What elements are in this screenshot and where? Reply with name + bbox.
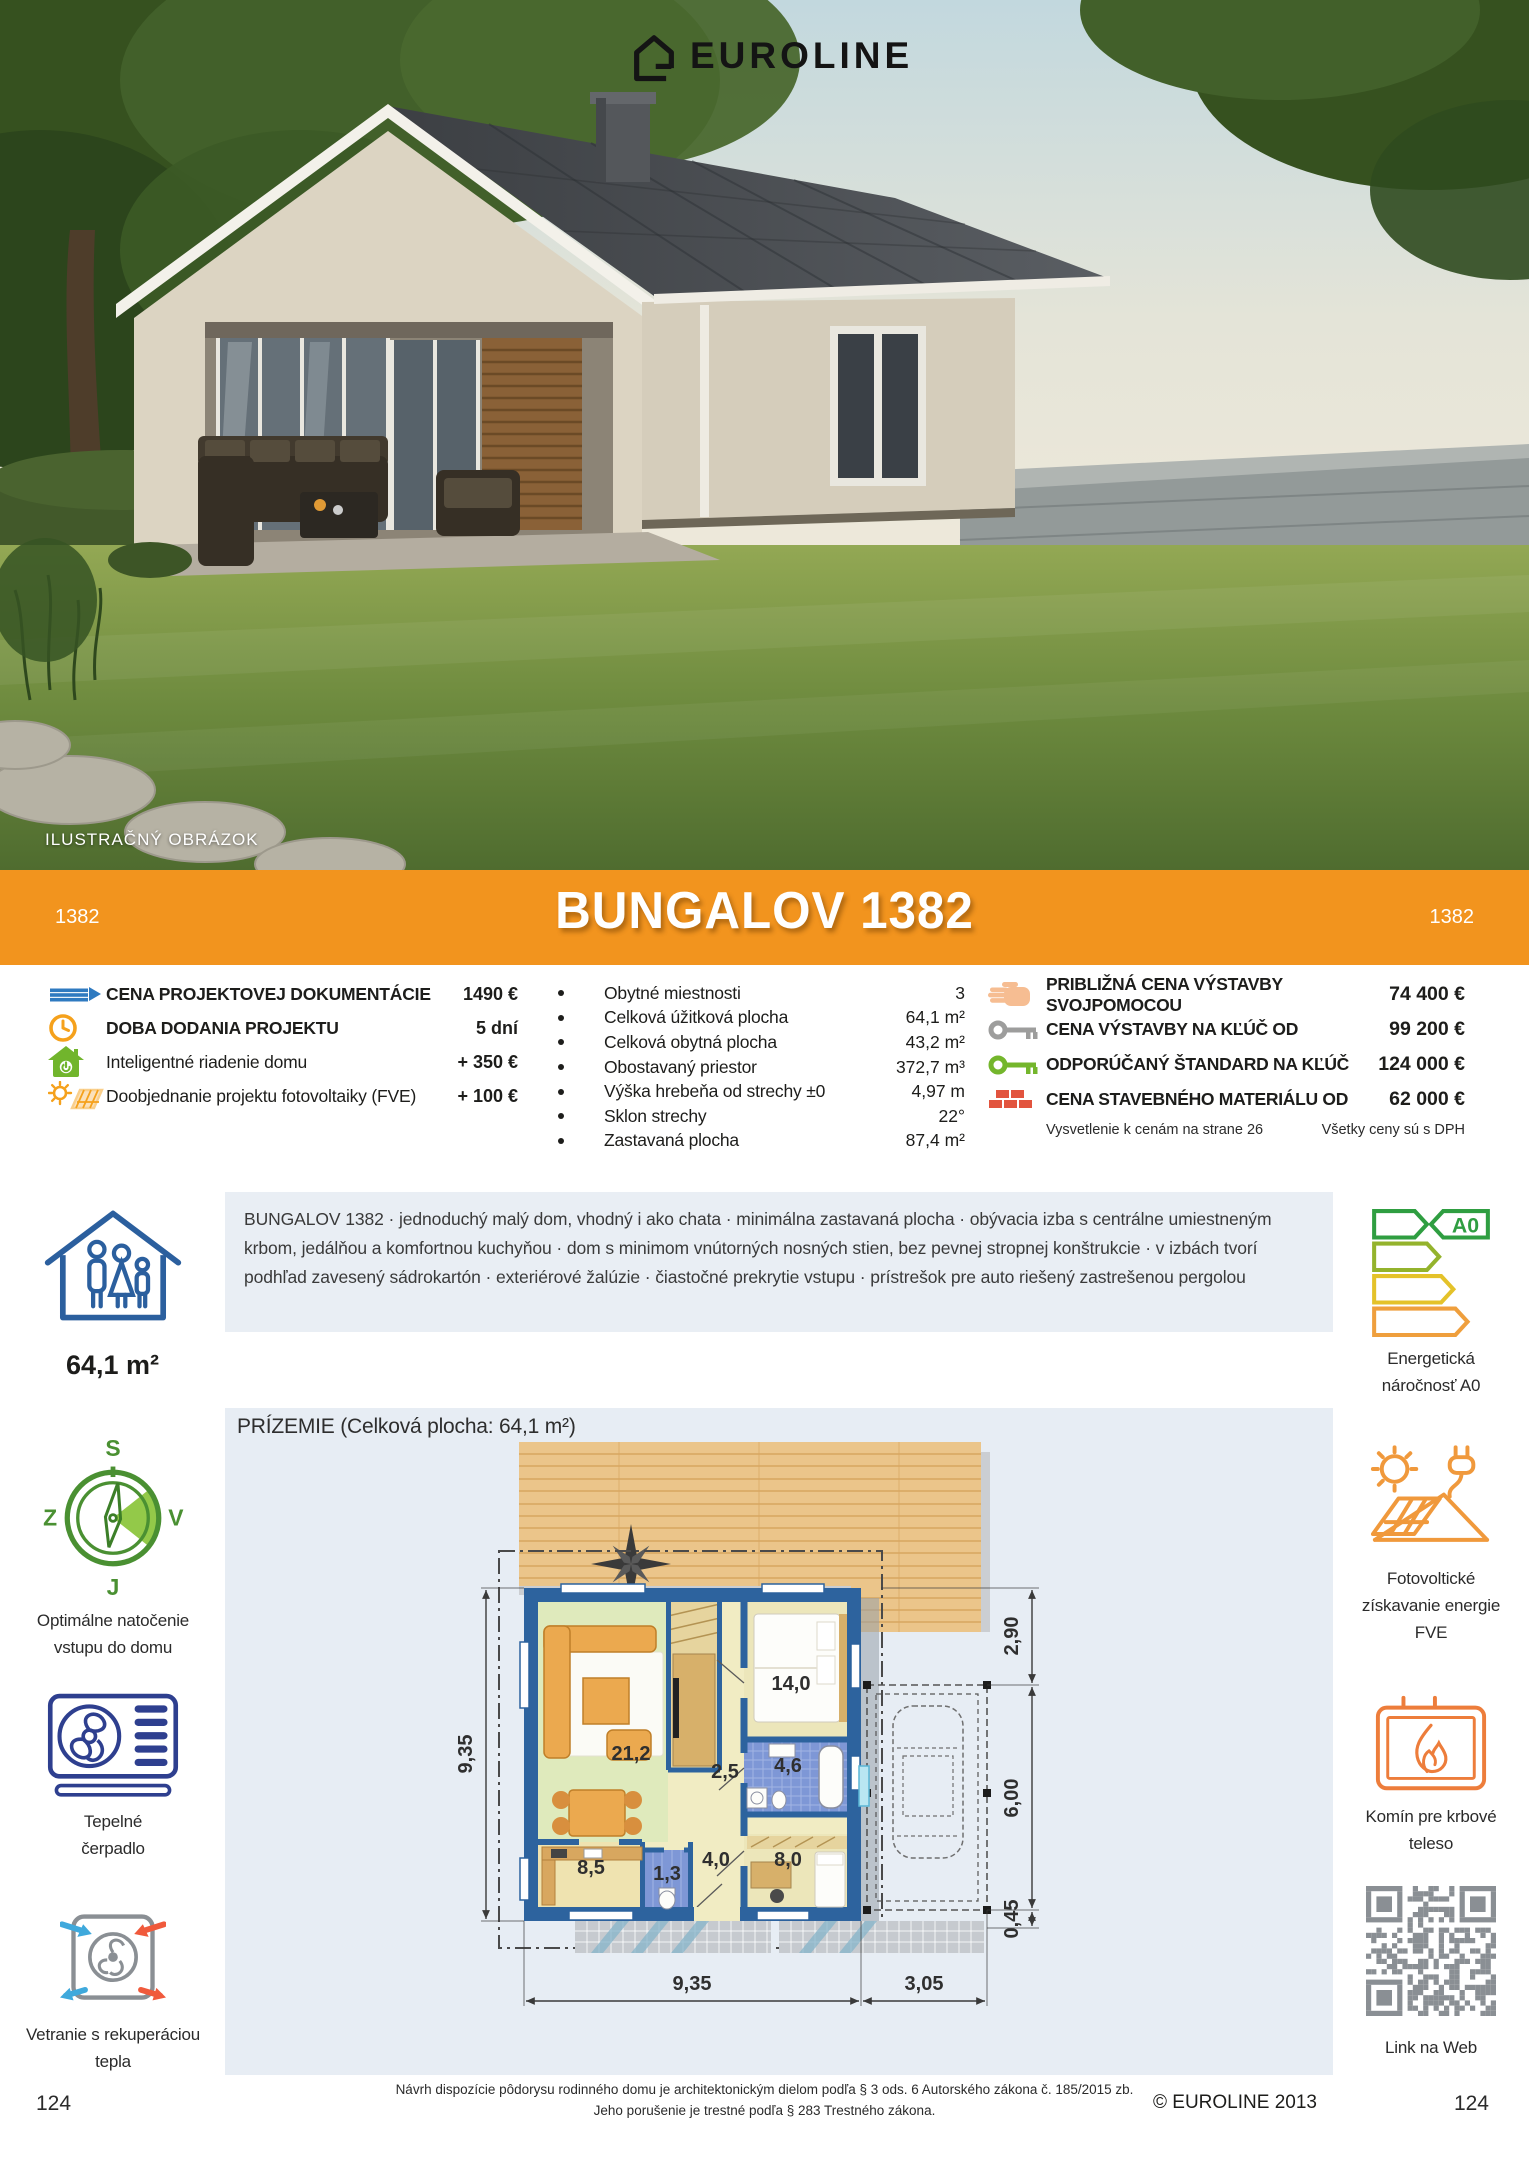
feature-compass	[0, 1437, 225, 1661]
bullet-icon	[558, 1064, 564, 1070]
model-code-right: 1382	[1429, 906, 1474, 928]
house-description: BUNGALOV 1382 · jednoduchý malý dom, vhodný i ako chata · minimálna zastavaná plocha · obývacia izba s centrálne umiestneným krbom, jedálňou a komfortnou kuchyňou · dom s minimom vnútorných nosných stien, bez pevnej stropnej konštrukcie · v izbách tvorí podhľad zavesený sádrokartón · exteriérové žalúzie · čiastočné prekrytie vstupu · prístrešok pre auto riešený zastrešenou pergolou	[225, 1192, 1333, 1332]
order-info-row	[48, 977, 518, 1011]
dim-bottom: 9,35	[672, 1973, 712, 1995]
dim-right-bottom: 0,45	[1001, 1899, 1023, 1939]
right-wall	[642, 298, 1015, 520]
compass-west: Z	[42, 1504, 57, 1531]
project-order-info	[48, 977, 518, 1113]
spec-value: 4,97 m	[911, 1081, 965, 1102]
build-price-row	[988, 1082, 1465, 1117]
order-info-row	[48, 1079, 518, 1113]
spec-label: Sklon strechy	[604, 1105, 707, 1126]
spec-value: 22°	[938, 1105, 965, 1126]
build-price-row	[988, 973, 1465, 1015]
dim-right-middle: 6,00	[1001, 1778, 1023, 1818]
footer-legal-line2: Jeho porušenie je trestné podľa § 283 Trestného zákona.	[593, 2103, 936, 2118]
spec-row	[558, 1129, 965, 1154]
page-number-right: 124	[1453, 2092, 1489, 2115]
spec-row	[558, 1055, 965, 1080]
build-price-row	[988, 1012, 1465, 1047]
house-photo-illustration	[0, 0, 1529, 870]
room-label-living: 21,2	[611, 1743, 651, 1765]
hand-icon	[988, 980, 1046, 1010]
bullet-icon	[558, 990, 564, 996]
spec-row	[558, 1104, 965, 1129]
feature-heatpump	[0, 1692, 225, 1862]
order-info-label: DOBA DODANIA PROJEKTU	[106, 1017, 339, 1038]
build-price-row	[988, 1047, 1465, 1082]
pencil-icon	[48, 985, 106, 1003]
compass-south: J	[106, 1574, 119, 1599]
compass-east: V	[167, 1504, 184, 1531]
spec-value: 87,4 m²	[905, 1130, 965, 1151]
title-banner	[0, 870, 1529, 965]
compass-icon	[38, 1437, 188, 1599]
usable-area-value: 64,1 m²	[65, 1350, 160, 1380]
room-label-kitchen: 8,5	[577, 1857, 605, 1879]
spec-row	[558, 1006, 965, 1031]
order-info-label: CENA PROJEKTOVEJ DOKUMENTÁCIE	[106, 983, 431, 1004]
photovoltaic-icon	[1367, 1443, 1495, 1557]
heatpump-label: Tepelné čerpadlo	[81, 1812, 145, 1858]
euroline-house-icon	[628, 30, 680, 82]
ventilation-label: Vetranie s rekuperáciou tepla	[25, 2025, 200, 2071]
build-price-label: CENA VÝSTAVBY NA KĽÚČ OD	[1046, 1019, 1299, 1039]
photovoltaic-label: Fotovoltické získavanie energie FVE	[1361, 1569, 1501, 1642]
spec-label: Celková úžitková plocha	[604, 1007, 789, 1028]
build-price-value: 124 000 €	[1378, 1053, 1465, 1075]
floorplan-heading: PRÍZEMIE (Celková plocha: 64,1 m²)	[237, 1415, 576, 1438]
feature-qr	[1333, 1880, 1529, 2061]
dim-bottom-right: 3,05	[904, 1973, 944, 1995]
house-specs-list	[558, 981, 965, 1153]
order-info-row	[48, 1045, 518, 1079]
clock-icon	[48, 1013, 106, 1043]
house-photo	[0, 0, 1529, 870]
tv-cabinet	[673, 1654, 715, 1766]
page-number-left: 124	[36, 2092, 72, 2115]
spec-label: Obytné miestnosti	[604, 982, 741, 1003]
bullet-icon	[558, 1015, 564, 1021]
pavement	[575, 1921, 984, 1953]
order-info-value: 5 dní	[475, 1017, 518, 1038]
feature-photovoltaic	[1333, 1443, 1529, 1646]
copyright: © EUROLINE 2013	[1153, 2092, 1317, 2113]
floorplan-panel	[225, 1408, 1333, 2075]
room-label-hall-small: 2,5	[711, 1761, 739, 1783]
energy-label: Energetická náročnosť A0	[1381, 1349, 1481, 1395]
footer-legal-line1: Návrh dispozície pôdorysu rodinného domu je architektonickým dielom podľa § 3 ods. 6 Autorského zákona č. 185/2015 zb.	[395, 2082, 1134, 2097]
smart-home-icon	[48, 1046, 106, 1079]
energy-badge: A0	[1451, 1213, 1480, 1238]
spec-label: Obostavaný priestor	[604, 1056, 757, 1077]
bedroom-furniture	[754, 1614, 847, 1722]
ventilation-icon	[60, 1905, 166, 2013]
build-price-value: 99 200 €	[1389, 1018, 1465, 1040]
photo-caption: ILUSTRAČNÝ OBRÁZOK	[45, 830, 259, 849]
build-prices	[988, 973, 1465, 1138]
room-label-bedroom: 14,0	[771, 1673, 811, 1695]
spec-row	[558, 1079, 965, 1104]
house-family-icon	[42, 1202, 184, 1330]
front-door	[694, 1907, 740, 1921]
page-title: BUNGALOV 1382	[555, 882, 974, 940]
build-price-value: 62 000 €	[1389, 1088, 1465, 1110]
build-price-label: PRIBLIŽNÁ CENA VÝSTAVBY SVOJPOMOCOU	[1046, 973, 1283, 1015]
price-note-right: Všetky ceny sú s DPH	[1321, 1122, 1465, 1138]
euroline-logo	[628, 30, 913, 82]
fireplace-icon	[1372, 1695, 1490, 1795]
spec-row	[558, 981, 965, 1006]
spec-value: 64,1 m²	[905, 1007, 965, 1028]
spec-value: 3	[955, 982, 965, 1003]
feature-energy	[1333, 1205, 1529, 1399]
feature-chimney	[1333, 1695, 1529, 1857]
window-pane	[882, 334, 918, 478]
spec-value: 43,2 m²	[905, 1031, 965, 1052]
dim-right-top: 2,90	[1001, 1616, 1023, 1656]
window-pane	[838, 334, 874, 478]
price-note-left: Vysvetlenie k cenám na strane 26	[1046, 1122, 1264, 1138]
gate-post	[859, 1766, 869, 1806]
heat-pump-icon	[46, 1692, 180, 1800]
room-label-room: 8,0	[774, 1849, 802, 1871]
bullet-icon	[558, 1089, 564, 1095]
qr-label: Link na Web	[1385, 2038, 1477, 2057]
bullet-icon	[558, 1113, 564, 1119]
spec-label: Zastavaná plocha	[604, 1130, 739, 1151]
build-price-label: ODPORÚČANÝ ŠTANDARD NA KĽÚČ	[1046, 1054, 1350, 1074]
build-price-value: 74 400 €	[1389, 983, 1465, 1005]
order-info-label: Inteligentné riadenie domu	[106, 1051, 308, 1072]
key-green-icon	[988, 1053, 1046, 1077]
feature-area	[0, 1202, 225, 1381]
order-info-value: + 100 €	[457, 1085, 518, 1106]
compass-north: S	[104, 1437, 121, 1462]
spec-row	[558, 1030, 965, 1055]
build-price-label: CENA STAVEBNÉHO MATERIÁLU OD	[1046, 1089, 1349, 1109]
price-notes	[988, 1122, 1465, 1138]
room-label-bathroom: 4,6	[774, 1755, 802, 1777]
chimney-label: Komín pre krbové teleso	[1365, 1807, 1497, 1853]
logo-text: EUROLINE	[690, 35, 914, 76]
downspout	[700, 305, 709, 517]
dim-left: 9,35	[455, 1734, 477, 1774]
car-outline	[893, 1706, 963, 1858]
wc-fixtures	[659, 1888, 675, 1909]
room-label-wc: 1,3	[653, 1863, 681, 1885]
bullet-icon	[558, 1039, 564, 1045]
compass-label: Optimálne natočenie vstupu do domu	[36, 1611, 190, 1657]
energy-label-icon	[1370, 1205, 1492, 1337]
order-info-value: 1490 €	[462, 983, 518, 1004]
model-code-left: 1382	[55, 906, 100, 928]
order-info-row	[48, 1011, 518, 1045]
solar-addon-icon	[48, 1081, 106, 1111]
room-label-hall: 4,0	[702, 1849, 730, 1871]
spec-label: Celková obytná plocha	[604, 1031, 777, 1052]
spec-value: 372,7 m³	[895, 1056, 965, 1077]
key-gray-icon	[988, 1018, 1046, 1042]
feature-ventilation	[0, 1905, 225, 2075]
bullet-icon	[558, 1138, 564, 1144]
spec-label: Výška hrebeňa od strechy ±0	[604, 1081, 826, 1102]
order-info-value: + 350 €	[457, 1051, 518, 1072]
order-info-label: Doobjednanie projektu fotovoltaiky (FVE)	[106, 1085, 417, 1106]
floorplan-drawing	[239, 1438, 1319, 2068]
qr-code	[1360, 1880, 1502, 2022]
bricks-icon	[988, 1087, 1046, 1113]
